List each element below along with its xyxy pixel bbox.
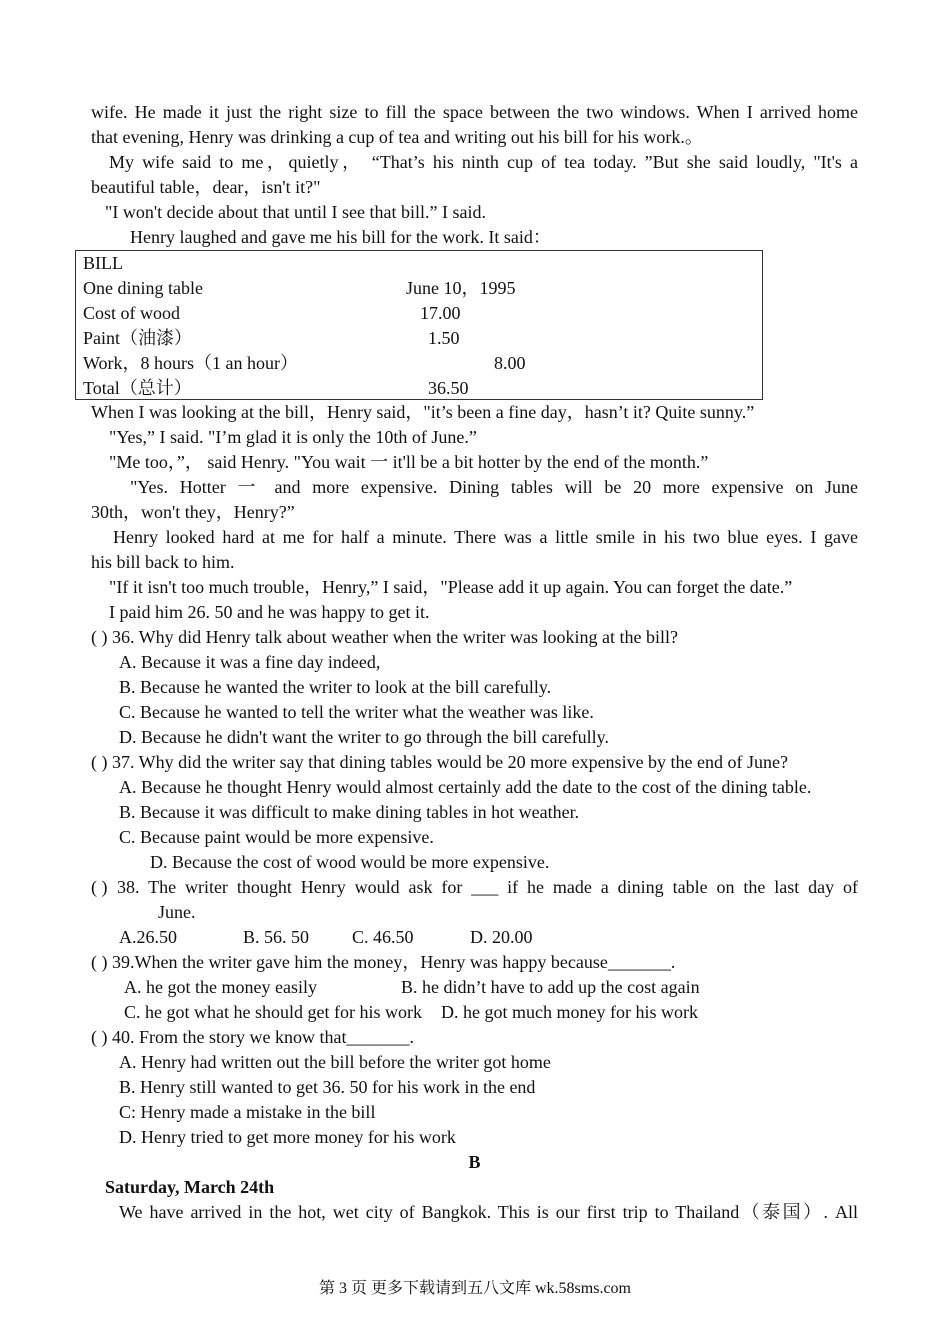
bill-value: 1.50 — [428, 328, 460, 348]
passage-line: "Yes,” I said. "I’m glad it is only the 10th of June.” — [109, 427, 477, 447]
bill-label: Cost of wood — [83, 303, 181, 323]
options-row — [91, 925, 858, 950]
options-row — [91, 975, 858, 1000]
passage-line: "I won't decide about that until I see that bill.” I said. — [105, 202, 486, 222]
answer-blank[interactable]: ( ) — [91, 1027, 108, 1047]
option: C. Because paint would be more expensive. — [119, 827, 434, 847]
bill-label: Total（总计） — [83, 378, 192, 398]
option: D. he got much money for his work — [441, 1002, 698, 1022]
passage-line: "Me too，”， said Henry. "You wait 一 it'll be a bit hotter by the end of the month.” — [109, 452, 709, 472]
option: C: Henry made a mistake in the bill — [119, 1102, 376, 1122]
passage-line: My wife said to me，quietly， “That’s his ninth cup of tea today. ”But she said loudly, "It's a — [109, 152, 858, 172]
answer-blank[interactable]: ( ) — [91, 752, 108, 772]
option: B. he didn’t have to add up the cost again — [401, 977, 700, 997]
bill-box — [75, 250, 763, 400]
option: A.26.50 — [119, 927, 177, 947]
question-37 — [91, 750, 858, 775]
diary-date: Saturday, March 24th — [105, 1177, 275, 1197]
bill-value: 8.00 — [494, 353, 526, 373]
bill-value: 36.50 — [428, 378, 469, 398]
document-page — [83, 100, 858, 1225]
bill-row — [83, 376, 753, 401]
option: A. Because he thought Henry would almost certainly add the date to the cost of the dining table. — [119, 777, 812, 797]
section-heading: B — [468, 1152, 481, 1172]
bill-label: One dining table — [83, 278, 203, 298]
answer-blank[interactable]: ( ) — [91, 627, 108, 647]
bill-row — [83, 326, 753, 351]
option: A. Because it was a fine day indeed, — [119, 652, 381, 672]
bill-label: Work，8 hours（1 an hour） — [83, 353, 299, 373]
question-stem: 38. The writer thought Henry would ask for ___ if he made a dining table on the last day of — [117, 877, 858, 897]
bill-value: 17.00 — [420, 303, 461, 323]
bill-row — [83, 276, 753, 301]
passage-line: his bill back to him. — [91, 552, 235, 572]
passage-line: We have arrived in the hot, wet city of Bangkok. This is our first trip to Thailand（泰国）. All — [119, 1202, 858, 1222]
question-stem-continued: June. — [158, 902, 196, 922]
passage-line: that evening, Henry was drinking a cup of tea and writing out his bill for his work.。 — [91, 127, 703, 147]
option: B. 56. 50 — [243, 927, 310, 947]
option: A. he got the money easily — [124, 977, 317, 997]
option: B. Because he wanted the writer to look at the bill carefully. — [119, 677, 552, 697]
question-stem: 40. From the story we know that_______. — [112, 1027, 414, 1047]
passage-line: wife. He made it just the right size to fill the space between the two windows. When I arrived home — [91, 102, 858, 122]
page-footer: 第 3 页 更多下载请到五八文库 wk.58sms.com — [318, 1280, 631, 1297]
question-stem: 36. Why did Henry talk about weather when the writer was looking at the bill? — [112, 627, 679, 647]
bill-title: BILL — [83, 253, 123, 273]
bill-row — [83, 351, 753, 376]
bill-value: June 10，1995 — [406, 278, 516, 298]
passage-line: beautiful table，dear，isn't it?" — [91, 177, 321, 197]
option: A. Henry had written out the bill before the writer got home — [119, 1052, 551, 1072]
option: B. Henry still wanted to get 36. 50 for his work in the end — [119, 1077, 536, 1097]
option: D. Because the cost of wood would be more expensive. — [150, 852, 550, 872]
passage-line: Henry looked hard at me for half a minute. There was a little smile in his two blue eyes. I gave — [113, 527, 858, 547]
bill-row — [83, 301, 753, 326]
question-40 — [91, 1025, 858, 1050]
passage-line: "Yes. Hotter 一 and more expensive. Dining tables will be 20 more expensive on June — [130, 477, 858, 497]
option: C. Because he wanted to tell the writer what the weather was like. — [119, 702, 594, 722]
question-39 — [91, 950, 858, 975]
answer-blank[interactable]: ( ) — [91, 877, 108, 897]
options-row — [91, 1000, 858, 1025]
bill-label: Paint（油漆） — [83, 328, 193, 348]
passage-line: 30th，won't they，Henry?” — [91, 502, 295, 522]
option: C. 46.50 — [352, 927, 414, 947]
option: D. Henry tried to get more money for his work — [119, 1127, 456, 1147]
option: C. he got what he should get for his work — [124, 1002, 422, 1022]
passage-line: I paid him 26. 50 and he was happy to get it. — [109, 602, 430, 622]
question-stem: 37. Why did the writer say that dining tables would be 20 more expensive by the end of June? — [112, 752, 789, 772]
option: B. Because it was difficult to make dining tables in hot weather. — [119, 802, 580, 822]
question-36 — [91, 625, 858, 650]
option: D. Because he didn't want the writer to go through the bill carefully. — [119, 727, 609, 747]
answer-blank[interactable]: ( ) — [91, 952, 108, 972]
passage-line: Henry laughed and gave me his bill for the work. It said： — [130, 227, 551, 247]
passage-line: "If it isn't too much trouble，Henry,” I said，"Please add it up again. You can forget the date.” — [109, 577, 793, 597]
passage-line: When I was looking at the bill，Henry said，"it’s been a fine day，hasn’t it? Quite sunny.” — [91, 402, 755, 422]
question-38 — [91, 875, 858, 900]
option: D. 20.00 — [470, 927, 533, 947]
question-stem: 39.When the writer gave him the money，Henry was happy because_______. — [112, 952, 676, 972]
